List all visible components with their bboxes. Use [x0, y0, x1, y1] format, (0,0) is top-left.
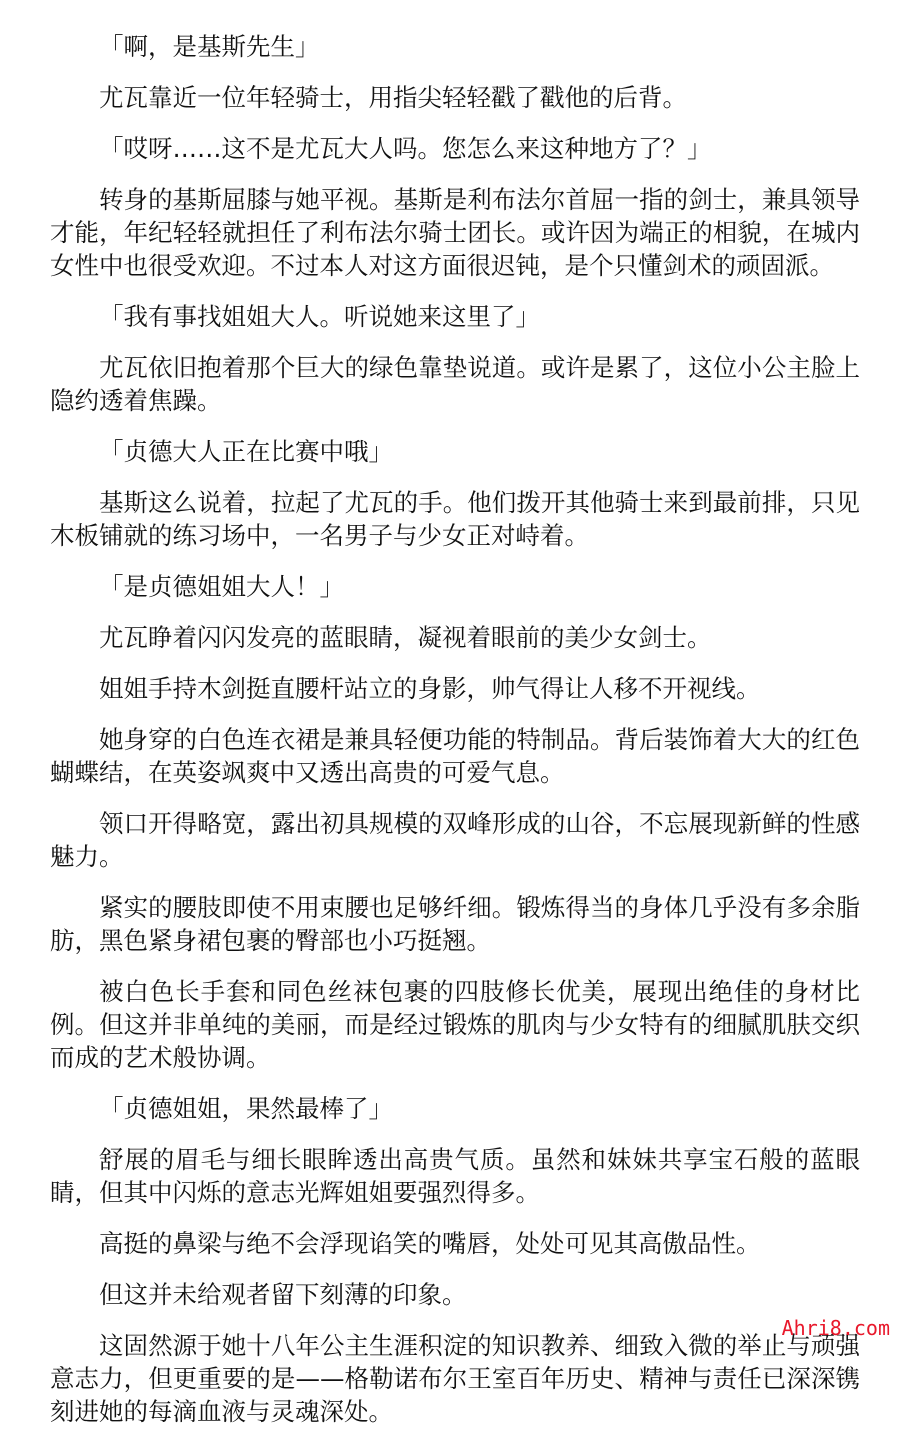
- paragraph-15: 被白色长手套和同色丝袜包裹的四肢修长优美，展现出绝佳的身材比例。但这并非单纯的美丽，而是经过锻炼的肌肉与少女特有的细腻肌肤交织而成的艺术般协调。: [50, 977, 860, 1072]
- paragraph-9: 「是贞德姐姐大人！」: [99, 572, 344, 601]
- paragraph-6: 尤瓦依旧抱着那个巨大的绿色靠垫说道。或许是累了，这位小公主脸上隐约透着焦躁。: [50, 353, 860, 415]
- paragraph-5: 「我有事找姐姐大人。听说她来这里了」: [99, 302, 540, 331]
- paragraph-17: 舒展的眉毛与细长眼眸透出高贵气质。虽然和妹妹共享宝石般的蓝眼睛，但其中闪烁的意志光辉姐姐要强烈得多。: [50, 1145, 860, 1207]
- paragraph-2: 尤瓦靠近一位年轻骑士，用指尖轻轻戳了戳他的后背。: [99, 83, 687, 112]
- paragraph-19: 但这并未给观者留下刻薄的印象。: [99, 1280, 467, 1309]
- paragraph-10: 尤瓦睁着闪闪发亮的蓝眼睛，凝视着眼前的美少女剑士。: [99, 623, 712, 652]
- paragraph-11: 姐姐手持木剑挺直腰杆站立的身影，帅气得让人移不开视线。: [99, 674, 761, 703]
- paragraph-18: 高挺的鼻梁与绝不会浮现谄笑的嘴唇，处处可见其高傲品性。: [99, 1229, 761, 1258]
- paragraph-7: 「贞德大人正在比赛中哦」: [99, 437, 393, 466]
- paragraph-16: 「贞德姐姐，果然最棒了」: [99, 1094, 393, 1123]
- paragraph-12: 她身穿的白色连衣裙是兼具轻便功能的特制品。背后装饰着大大的红色蝴蝶结，在英姿飒爽中又透出高贵的可爱气息。: [50, 725, 860, 787]
- paragraph-14: 紧实的腰肢即使不用束腰也足够纤细。锻炼得当的身体几乎没有多余脂肪，黑色紧身裙包裹的臀部也小巧挺翘。: [50, 893, 860, 955]
- paragraph-20: 这固然源于她十八年公主生涯积淀的知识教养、细致入微的举止与顽强意志力，但更重要的是——格勒诺布尔王室百年历史、精神与责任已深深镌刻进她的每滴血液与灵魂深处。: [50, 1331, 860, 1426]
- paragraph-8: 基斯这么说着，拉起了尤瓦的手。他们拨开其他骑士来到最前排，只见木板铺就的练习场中，一名男子与少女正对峙着。: [50, 488, 860, 550]
- paragraph-13: 领口开得略宽，露出初具规模的双峰形成的山谷，不忘展现新鲜的性感魅力。: [50, 809, 860, 871]
- text-body: [50, 30, 860, 1446]
- paragraph-4: 转身的基斯屈膝与她平视。基斯是利布法尔首屈一指的剑士，兼具领导才能，年纪轻轻就担任了利布法尔骑士团长。或许因为端正的相貌，在城内女性中也很受欢迎。不过本人对这方面很迟钝，是个只懂剑术的顽固派。: [50, 185, 860, 280]
- paragraph-3: 「哎呀……这不是尤瓦大人吗。您怎么来这种地方了？」: [99, 134, 712, 163]
- watermark: Ahri8.com: [781, 1316, 890, 1340]
- paragraph-1: 「啊，是基斯先生」: [99, 32, 320, 61]
